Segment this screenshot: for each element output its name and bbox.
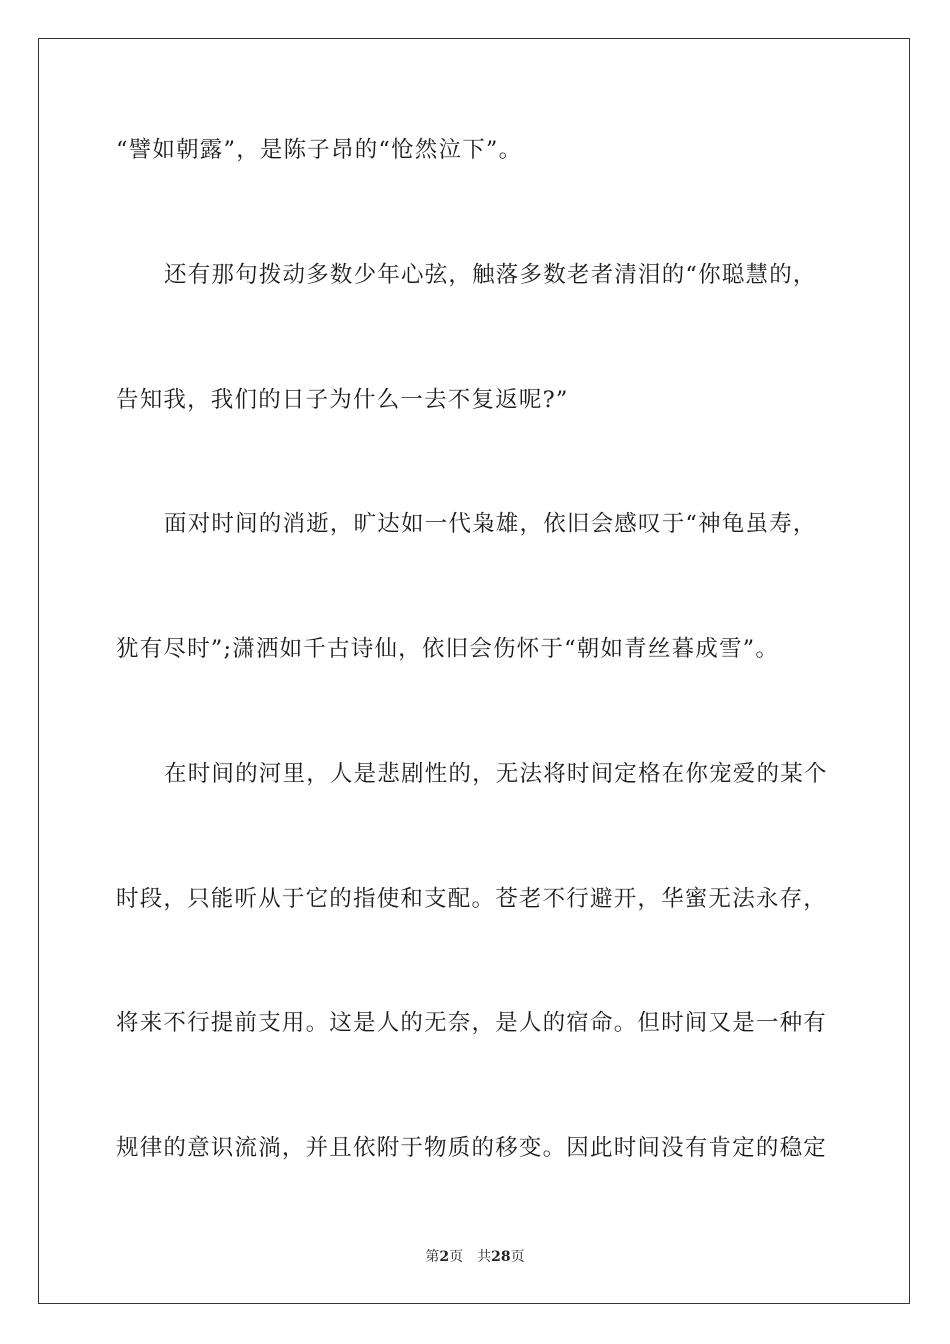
page-prefix: 第 [425, 1249, 440, 1265]
text-line-3: 告知我，我们的日子为什么一去不复返呢?” [116, 387, 569, 413]
current-page-number: 2 [439, 1249, 450, 1265]
page-suffix: 页 [449, 1249, 464, 1265]
total-page-number: 28 [491, 1249, 511, 1265]
text-line-4: 面对时间的消逝，旷达如一代枭雄，依旧会感叹于“神龟虽寿， [164, 511, 817, 537]
text-line-2: 还有那句拨动多数少年心弦，触落多数老者清泪的“你聪慧的， [164, 262, 817, 288]
text-line-6: 在时间的河里，人是悲剧性的，无法将时间定格在你宠爱的某个 [164, 761, 828, 787]
text-line-7: 时段，只能听从于它的指使和支配。苍老不行避开，华蜜无法永存， [116, 886, 828, 912]
text-line-9: 规律的意识流淌，并且依附于物质的移变。因此时间没有肯定的稳定 [116, 1135, 828, 1161]
text-line-1: “譬如朝露”，是陈子昂的“怆然泣下”。 [116, 137, 523, 163]
page-footer [0, 1248, 950, 1266]
total-prefix: 共 [477, 1249, 492, 1265]
total-suffix: 页 [510, 1249, 525, 1265]
text-line-8: 将来不行提前支用。这是人的无奈，是人的宿命。但时间又是一种有 [116, 1010, 828, 1036]
page-border [38, 38, 910, 1304]
text-line-5: 犹有尽时”;潇洒如千古诗仙，依旧会伤怀于“朝如青丝暮成雪”。 [116, 636, 780, 662]
